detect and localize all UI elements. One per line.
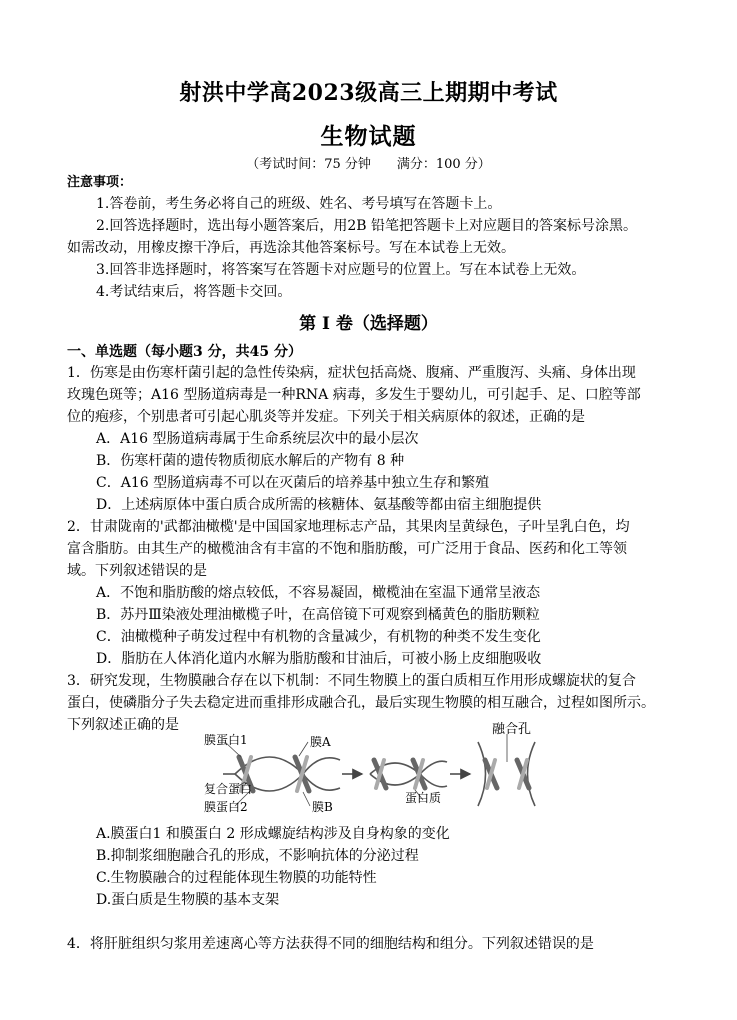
q1-stem-line: 玫瑰色斑等；A16 型肠道病毒是一种RNA 病毒，多发生于婴幼儿，可引起手、足、口腔等部	[67, 387, 641, 403]
q3-stem-line: 蛋白，使磷脂分子失去稳定进而重排形成融合孔，最后实现生物膜的相互融合，过程如图所示。	[67, 695, 655, 711]
exam-title: 射洪中学高2023级高三上期期中考试	[179, 80, 558, 106]
label-protein1: 膜蛋白1	[204, 733, 248, 747]
exam-meta: （考试时间：75 分钟 满分：100 分）	[246, 157, 491, 172]
note-item: 1.答卷前，考生务必将自己的班级、姓名、考号填写在答题卡上。	[96, 196, 502, 212]
q1-option-c: C．A16 型肠道病毒不可以在灭菌后的培养基中独立生存和繁殖	[96, 475, 490, 491]
complex-protein-mid-left	[374, 760, 386, 788]
label-membrane-a: 膜A	[310, 735, 331, 749]
label-complex: 复合蛋白	[204, 782, 253, 796]
q2-stem-line: 2．甘肃陇南的'武都油橄榄'是中国国家地理标志产品，其果肉呈黄绿色，子叶呈乳白色，均	[67, 519, 630, 535]
q1-option-b: B．伤寒杆菌的遗传物质彻底水解后的产物有 8 种	[96, 453, 405, 469]
q2-stem-line: 富含脂肪。由其生产的橄榄油含有丰富的不饱和脂肪酸，可广泛用于食品、医药和化工等领	[67, 541, 627, 557]
label-protein2: 膜蛋白2	[204, 800, 248, 814]
complex-protein-mid-right	[413, 760, 425, 788]
note-item: 2.回答选择题时，选出每小题答案后，用2B 铅笔把答题卡上对应题目的答案标号涂黑。	[96, 218, 638, 234]
note-item: 如需改动，用橡皮擦干净后，再选涂其他答案标号。写在本试卷上无效。	[67, 240, 515, 256]
label-protein: 蛋白质	[405, 791, 442, 805]
q3-option-c: C.生物膜融合的过程能体现生物膜的功能特性	[96, 870, 377, 886]
section-title: 第 I 卷（选择题）	[299, 314, 438, 334]
q3-stem-line: 3．研究发现，生物膜融合存在以下机制：不同生物膜上的蛋白质相互作用形成螺旋状的复合	[67, 673, 636, 689]
q2-option-a: A．不饱和脂肪酸的熔点较低，不容易凝固，橄榄油在室温下通常呈液态	[96, 585, 541, 601]
note-item: 4.考试结束后，将答题卡交回。	[96, 284, 292, 300]
q3-option-b: B.抑制浆细胞融合孔的形成，不影响抗体的分泌过程	[96, 848, 419, 864]
q3-stem-line: 下列叙述正确的是	[67, 717, 179, 733]
q1-stem-line: 1．伤寒是由伤寒杆菌引起的急性传染病，症状包括高烧、腹痛、严重腹泻、头痛、身体出现	[67, 365, 636, 381]
notes-heading: 注意事项：	[67, 175, 133, 190]
membrane-fusion-figure	[195, 722, 555, 822]
exam-subject: 生物试题	[320, 123, 417, 150]
q2-option-d: D．脂肪在人体消化道内水解为脂肪酸和甘油后，可被小肠上皮细胞吸收	[96, 651, 542, 667]
label-pore: 融合孔	[492, 722, 532, 737]
part-heading: 一、单选题（每小题3 分，共45 分）	[67, 344, 302, 360]
fusion-pore-left	[478, 742, 486, 806]
fusion-pore-right	[528, 742, 536, 806]
note-item: 3.回答非选择题时，将答案写在答题卡对应题号的位置上。写在本试卷上无效。	[96, 262, 586, 278]
q1-option-a: A．A16 型肠道病毒属于生命系统层次中的最小层次	[96, 431, 419, 447]
q1-option-d: D．上述病原体中蛋白质合成所需的核糖体、氨基酸等都由宿主细胞提供	[96, 497, 542, 513]
complex-protein-right	[295, 757, 309, 791]
q2-option-c: C．油橄榄种子萌发过程中有机物的含量减少，有机物的种类不发生变化	[96, 629, 541, 645]
q4-stem: 4．将肝脏组织匀浆用差速离心等方法获得不同的细胞结构和组分。下列叙述错误的是	[67, 936, 594, 952]
q2-stem-line: 域。下列叙述错误的是	[67, 563, 207, 579]
q3-option-a: A.膜蛋白1 和膜蛋白 2 形成螺旋结构涉及自身构象的变化	[96, 826, 450, 842]
label-membrane-b: 膜B	[312, 800, 333, 814]
q1-stem-line: 位的疱疹，个别患者可引起心肌炎等并发症。下列关于相关病原体的叙述，正确的是	[67, 409, 585, 425]
protein-left	[485, 760, 497, 788]
q3-option-d: D.蛋白质是生物膜的基本支架	[96, 892, 280, 908]
q2-option-b: B．苏丹Ⅲ染液处理油橄榄子叶，在高倍镜下可观察到橘黄色的脂肪颗粒	[96, 607, 540, 623]
